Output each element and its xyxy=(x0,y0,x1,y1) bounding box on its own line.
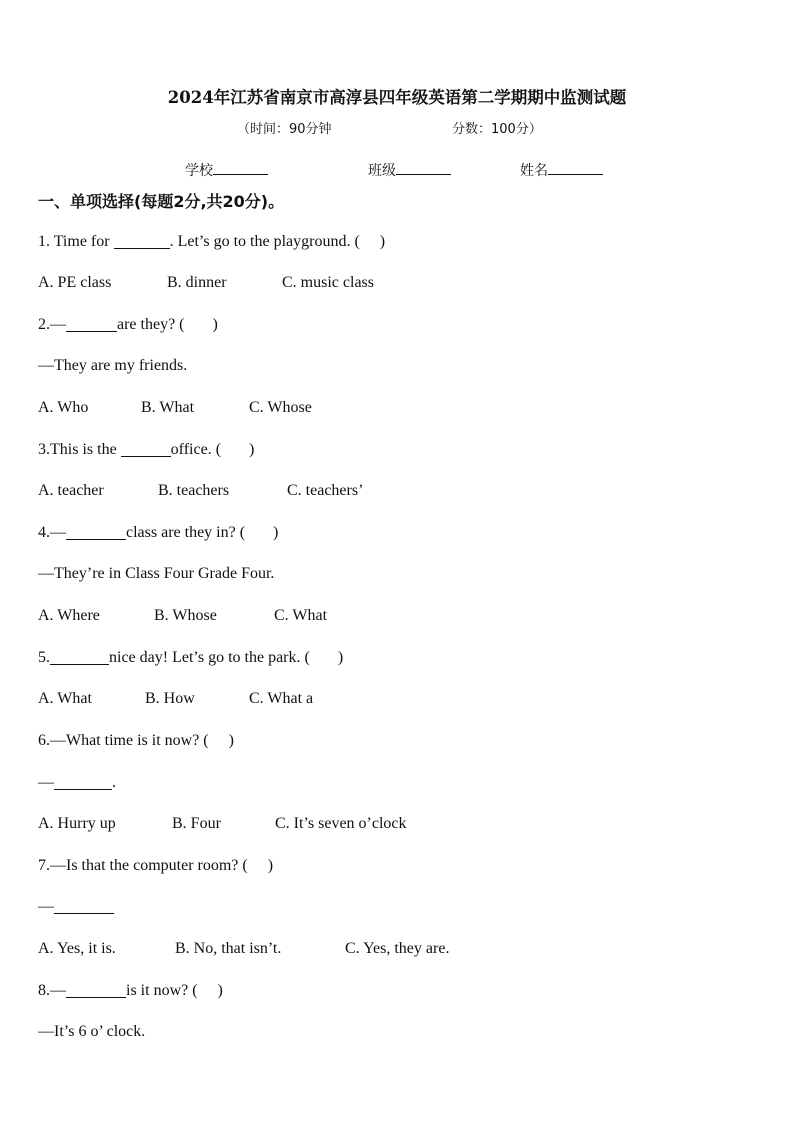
question-4-options xyxy=(38,607,327,625)
question-5 xyxy=(38,649,343,667)
exam-time: （时间：90分钟 xyxy=(237,122,332,137)
question-1-text-after: . Let’s go to the playground. ( ) xyxy=(169,233,386,250)
exam-meta xyxy=(0,118,794,138)
question-3-option-c[interactable]: C. teachers’ xyxy=(287,482,364,499)
question-1-blank[interactable] xyxy=(114,233,170,249)
question-4-blank[interactable] xyxy=(66,524,126,540)
question-5-text-before: 5. xyxy=(38,649,50,666)
question-1-option-b[interactable]: B. dinner xyxy=(167,274,227,291)
student-info-row xyxy=(0,160,794,182)
question-2-text-before: 2.— xyxy=(38,316,66,333)
question-5-option-a[interactable]: A. What xyxy=(38,690,92,707)
question-8-reply: —It’s 6 o’ clock. xyxy=(38,1023,146,1040)
question-1-text-before: 1. Time for xyxy=(38,233,114,250)
class-label: 班级 xyxy=(368,163,396,179)
name-field[interactable] xyxy=(520,160,603,180)
question-2-blank[interactable] xyxy=(66,316,117,332)
name-blank[interactable] xyxy=(548,160,603,175)
question-5-options xyxy=(38,690,313,708)
question-3-text-after: office. ( ) xyxy=(170,441,255,458)
question-8-text-before: 8.— xyxy=(38,982,66,999)
question-3-option-a[interactable]: A. teacher xyxy=(38,482,104,499)
question-6-blank[interactable] xyxy=(54,774,112,790)
question-3-options xyxy=(38,482,363,500)
question-6-reply-period: . xyxy=(112,774,116,791)
class-blank[interactable] xyxy=(396,160,451,175)
question-7-option-c[interactable]: C. Yes, they are. xyxy=(345,940,450,957)
question-4-option-b[interactable]: B. Whose xyxy=(154,607,217,624)
question-4-text-before: 4.— xyxy=(38,524,66,541)
question-4-option-c[interactable]: C. What xyxy=(274,607,328,624)
section-title: 一、单项选择(每题2分,共20分)。 xyxy=(38,192,285,211)
question-4-option-a[interactable]: A. Where xyxy=(38,607,100,624)
question-2-reply: —They are my friends. xyxy=(38,357,188,374)
question-6-reply-dash: — xyxy=(38,774,54,791)
question-8-text-after: is it now? ( ) xyxy=(126,982,223,999)
question-7-blank[interactable] xyxy=(54,898,114,914)
question-2-text-after: are they? ( ) xyxy=(117,316,218,333)
exam-score: 分数：100分） xyxy=(452,122,542,137)
question-6-options xyxy=(38,815,407,833)
question-2-option-b[interactable]: B. What xyxy=(141,399,195,416)
question-8-blank[interactable] xyxy=(66,982,126,998)
name-label: 姓名 xyxy=(520,163,548,179)
question-1-option-c[interactable]: C. music class xyxy=(282,274,374,291)
question-5-option-b[interactable]: B. How xyxy=(145,690,195,707)
question-2-options xyxy=(38,399,312,417)
question-1 xyxy=(38,233,385,251)
school-field[interactable] xyxy=(185,160,268,180)
question-1-option-a[interactable]: A. PE class xyxy=(38,274,112,291)
exam-title: 2024年江苏省南京市高淳县四年级英语第二学期期中监测试题 xyxy=(167,88,627,107)
question-2-option-a[interactable]: A. Who xyxy=(38,399,89,416)
question-5-text-after: nice day! Let’s go to the park. ( ) xyxy=(109,649,344,666)
question-5-blank[interactable] xyxy=(50,649,109,665)
question-6-option-a[interactable]: A. Hurry up xyxy=(38,815,116,832)
question-7-reply xyxy=(38,898,114,916)
question-3 xyxy=(38,441,254,459)
question-3-option-b[interactable]: B. teachers xyxy=(158,482,230,499)
question-4 xyxy=(38,524,278,542)
school-label: 学校 xyxy=(185,163,213,179)
question-7-options xyxy=(38,940,449,958)
question-3-blank[interactable] xyxy=(121,441,171,457)
question-4-reply: —They’re in Class Four Grade Four. xyxy=(38,565,275,582)
question-6-option-c[interactable]: C. It’s seven o’clock xyxy=(275,815,407,832)
question-7: 7.—Is that the computer room? ( ) xyxy=(38,857,274,874)
question-2-option-c[interactable]: C. Whose xyxy=(249,399,312,416)
question-4-text-after: class are they in? ( ) xyxy=(126,524,279,541)
question-3-text-before: 3.This is the xyxy=(38,441,121,458)
question-6: 6.—What time is it now? ( ) xyxy=(38,732,234,749)
question-7-option-a[interactable]: A. Yes, it is. xyxy=(38,940,116,957)
question-5-option-c[interactable]: C. What a xyxy=(249,690,314,707)
question-6-reply xyxy=(38,774,116,792)
question-6-option-b[interactable]: B. Four xyxy=(172,815,221,832)
class-field[interactable] xyxy=(368,160,451,180)
question-8 xyxy=(38,982,223,1000)
question-7-reply-dash: — xyxy=(38,898,54,915)
question-1-options xyxy=(38,274,374,292)
question-7-option-b[interactable]: B. No, that isn’t. xyxy=(175,940,282,957)
school-blank[interactable] xyxy=(213,160,268,175)
question-2 xyxy=(38,316,218,334)
